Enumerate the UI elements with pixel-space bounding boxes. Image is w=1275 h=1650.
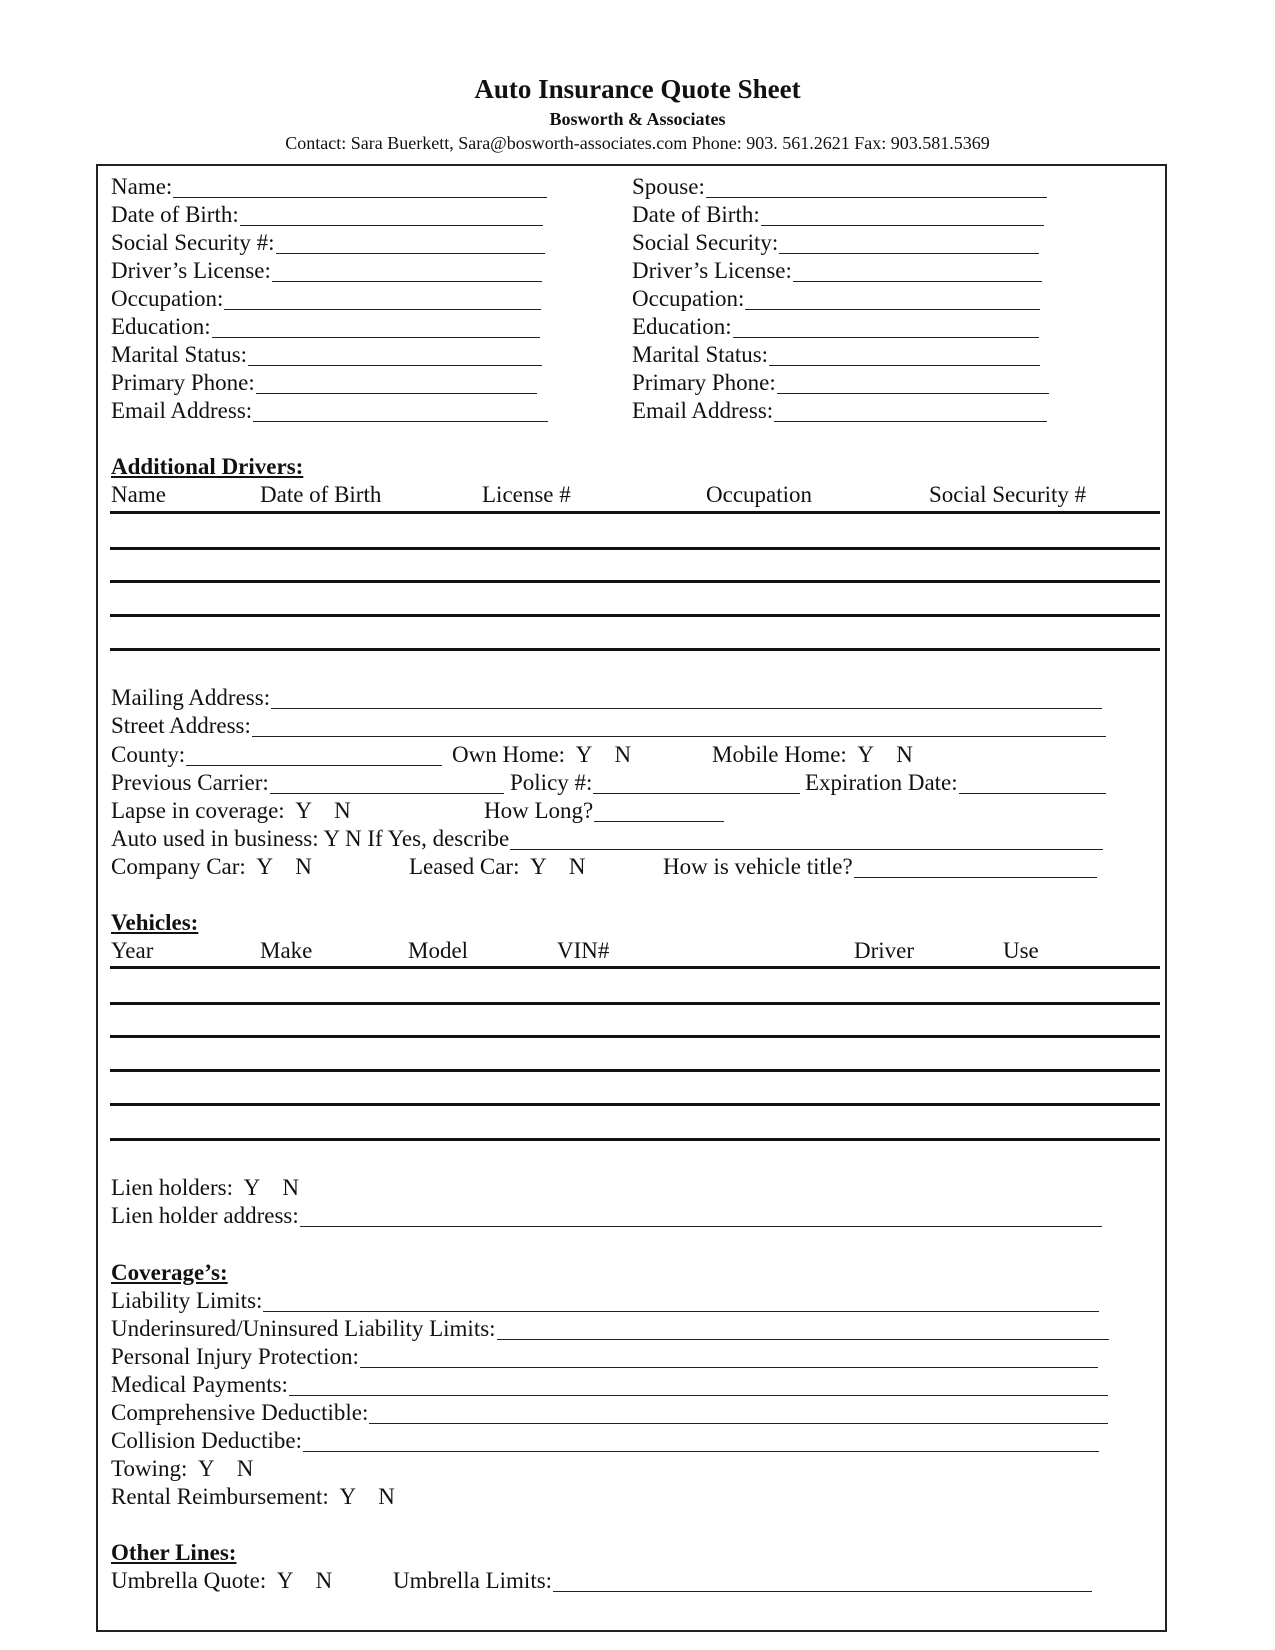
- spouse-phone-field[interactable]: [632, 371, 1049, 394]
- leased-car-option[interactable]: Leased Car: Y N: [409, 854, 586, 879]
- vehicle-title-field[interactable]: [663, 855, 1097, 878]
- drivers-header-rule: [110, 511, 1160, 514]
- field-label: Spouse:: [632, 174, 705, 199]
- blank-line[interactable]: [224, 291, 541, 310]
- vehicles-blank-row[interactable]: [110, 1002, 1160, 1005]
- spouse-name-field[interactable]: [632, 175, 1047, 198]
- blank-line[interactable]: [300, 1208, 1102, 1227]
- drivers-blank-row[interactable]: [110, 580, 1160, 583]
- field-label: How is vehicle title?: [663, 854, 853, 879]
- rental-reimbursement-option[interactable]: Rental Reimbursement: Y N: [111, 1484, 395, 1509]
- field-label: Social Security:: [632, 230, 779, 255]
- blank-line[interactable]: [263, 1293, 1099, 1312]
- field-label: Medical Payments:: [111, 1372, 288, 1397]
- spouse-education-field[interactable]: [632, 315, 1039, 338]
- expiration-date-field[interactable]: [805, 771, 1106, 794]
- field-label: Umbrella Limits:: [393, 1568, 553, 1593]
- blank-line[interactable]: [706, 179, 1047, 198]
- umbrella-limits-field[interactable]: [393, 1569, 1092, 1592]
- applicant-dob-field[interactable]: [111, 203, 543, 226]
- pip-field[interactable]: [111, 1345, 1098, 1368]
- lien-holder-address-field[interactable]: [111, 1204, 1102, 1227]
- coverages-heading: Coverage’s:: [111, 1260, 228, 1285]
- field-label: Primary Phone:: [111, 370, 255, 395]
- vehicles-col-vin: VIN#: [557, 938, 610, 963]
- field-label: Driver’s License:: [111, 258, 271, 283]
- drivers-col-ssn: Social Security #: [929, 482, 1087, 507]
- uninsured-limits-field[interactable]: [111, 1317, 1109, 1340]
- liability-limits-field[interactable]: [111, 1289, 1099, 1312]
- vehicles-header-rule: [110, 966, 1160, 969]
- blank-line[interactable]: [240, 207, 543, 226]
- blank-line[interactable]: [276, 235, 545, 254]
- vehicles-blank-row[interactable]: [110, 1035, 1160, 1038]
- other-lines-heading: Other Lines:: [111, 1540, 237, 1565]
- drivers-blank-row[interactable]: [110, 648, 1160, 651]
- field-label: Personal Injury Protection:: [111, 1344, 359, 1369]
- blank-line[interactable]: [793, 263, 1042, 282]
- field-label: Marital Status:: [111, 342, 248, 367]
- mobile-home-option[interactable]: Mobile Home: Y N: [712, 742, 913, 767]
- field-label: Expiration Date:: [805, 770, 958, 795]
- blank-line[interactable]: [761, 207, 1044, 226]
- applicant-education-field[interactable]: [111, 315, 540, 338]
- county-field[interactable]: [111, 743, 442, 766]
- applicant-marital-field[interactable]: [111, 343, 542, 366]
- blank-line[interactable]: [256, 375, 537, 394]
- vehicles-col-make: Make: [260, 938, 313, 963]
- spouse-email-field[interactable]: [632, 399, 1047, 422]
- blank-line[interactable]: [854, 859, 1097, 878]
- field-label: Education:: [111, 314, 211, 339]
- blank-line[interactable]: [212, 319, 540, 338]
- field-label: Street Address:: [111, 713, 251, 738]
- blank-line[interactable]: [594, 803, 724, 822]
- spouse-dob-field[interactable]: [632, 203, 1044, 226]
- policy-number-field[interactable]: [510, 771, 800, 794]
- field-label: Driver’s License:: [632, 258, 792, 283]
- vehicles-heading: Vehicles:: [111, 910, 199, 935]
- vehicles-col-driver: Driver: [854, 938, 915, 963]
- spouse-license-field[interactable]: [632, 259, 1042, 282]
- field-label: Date of Birth:: [111, 202, 239, 227]
- blank-line[interactable]: [289, 1377, 1108, 1396]
- field-label: Auto used in business: Y N If Yes, describe: [111, 826, 510, 851]
- applicant-license-field[interactable]: [111, 259, 542, 282]
- business-use-field[interactable]: [111, 827, 1103, 850]
- blank-line[interactable]: [553, 1573, 1092, 1592]
- drivers-col-license: License #: [482, 482, 571, 507]
- company-car-option[interactable]: Company Car: Y N: [111, 854, 312, 879]
- vehicles-col-year: Year: [111, 938, 154, 963]
- spouse-marital-field[interactable]: [632, 343, 1040, 366]
- field-label: Underinsured/Uninsured Liability Limits:: [111, 1316, 496, 1341]
- field-label: Name:: [111, 174, 173, 199]
- blank-line[interactable]: [303, 1433, 1099, 1452]
- towing-option[interactable]: Towing: Y N: [111, 1456, 254, 1481]
- blank-line[interactable]: [272, 263, 542, 282]
- field-label: Social Security #:: [111, 230, 275, 255]
- applicant-occupation-field[interactable]: [111, 287, 541, 310]
- field-label: Occupation:: [111, 286, 224, 311]
- blank-line[interactable]: [248, 347, 542, 366]
- vehicles-col-use: Use: [1003, 938, 1039, 963]
- own-home-option[interactable]: Own Home: Y N: [452, 742, 632, 767]
- field-label: Email Address:: [111, 398, 253, 423]
- blank-line[interactable]: [360, 1349, 1098, 1368]
- vehicles-col-model: Model: [408, 938, 469, 963]
- blank-line[interactable]: [510, 831, 1103, 850]
- blank-line[interactable]: [777, 375, 1049, 394]
- field-label: Collision Deductibe:: [111, 1428, 303, 1453]
- medical-payments-field[interactable]: [111, 1373, 1108, 1396]
- field-label: Email Address:: [632, 398, 774, 423]
- field-label: Policy #:: [510, 770, 593, 795]
- vehicles-blank-row[interactable]: [110, 1103, 1160, 1106]
- applicant-ssn-field[interactable]: [111, 231, 545, 254]
- blank-line[interactable]: [593, 775, 800, 794]
- drivers-col-name: Name: [111, 482, 166, 507]
- additional-drivers-heading: Additional Drivers:: [111, 454, 304, 479]
- drivers-col-occupation: Occupation: [706, 482, 813, 507]
- how-long-field[interactable]: [484, 799, 724, 822]
- contact-line: Contact: Sara Buerkett, Sara@bosworth-associates.com Phone: 903. 561.2621 Fax: 903.581.5369: [285, 133, 990, 153]
- vehicles-blank-row[interactable]: [110, 1069, 1160, 1072]
- spouse-ssn-field[interactable]: [632, 231, 1039, 254]
- umbrella-quote-option[interactable]: Umbrella Quote: Y N: [111, 1568, 333, 1593]
- applicant-phone-field[interactable]: [111, 371, 537, 394]
- lapse-coverage-option[interactable]: Lapse in coverage: Y N: [111, 798, 351, 823]
- field-label: Education:: [632, 314, 732, 339]
- field-label: Previous Carrier:: [111, 770, 269, 795]
- drivers-blank-row[interactable]: [110, 547, 1160, 550]
- blank-line[interactable]: [769, 347, 1040, 366]
- blank-line[interactable]: [497, 1321, 1109, 1340]
- drivers-blank-row[interactable]: [110, 614, 1160, 617]
- field-label: Mailing Address:: [111, 685, 271, 710]
- previous-carrier-field[interactable]: [111, 771, 504, 794]
- blank-line[interactable]: [779, 235, 1039, 254]
- field-label: Lien holder address:: [111, 1203, 299, 1228]
- blank-line[interactable]: [745, 291, 1040, 310]
- spouse-occupation-field[interactable]: [632, 287, 1040, 310]
- field-label: County:: [111, 742, 186, 767]
- drivers-col-dob: Date of Birth: [260, 482, 382, 507]
- field-label: Marital Status:: [632, 342, 769, 367]
- blank-line[interactable]: [252, 718, 1106, 737]
- form-title: Auto Insurance Quote Sheet: [474, 74, 801, 104]
- blank-line[interactable]: [270, 775, 504, 794]
- comprehensive-deductible-field[interactable]: [111, 1401, 1108, 1424]
- applicant-name-field[interactable]: [111, 175, 547, 198]
- applicant-email-field[interactable]: [111, 399, 548, 422]
- blank-line[interactable]: [774, 403, 1047, 422]
- blank-line[interactable]: [253, 403, 548, 422]
- blank-line[interactable]: [733, 319, 1039, 338]
- blank-line[interactable]: [369, 1405, 1108, 1424]
- field-label: Primary Phone:: [632, 370, 776, 395]
- lien-holders-option[interactable]: Lien holders: Y N: [111, 1175, 300, 1200]
- company-name: Bosworth & Associates: [549, 109, 726, 129]
- field-label: Liability Limits:: [111, 1288, 263, 1313]
- blank-line[interactable]: [186, 747, 442, 766]
- mailing-address-field[interactable]: [111, 686, 1102, 709]
- street-address-field[interactable]: [111, 714, 1106, 737]
- field-label: Date of Birth:: [632, 202, 760, 227]
- blank-line[interactable]: [959, 775, 1106, 794]
- field-label: How Long?: [484, 798, 594, 823]
- field-label: Occupation:: [632, 286, 745, 311]
- field-label: Comprehensive Deductible:: [111, 1400, 369, 1425]
- blank-line[interactable]: [173, 179, 547, 198]
- blank-line[interactable]: [271, 690, 1102, 709]
- vehicles-blank-row[interactable]: [110, 1138, 1160, 1141]
- collision-deductible-field[interactable]: [111, 1429, 1099, 1452]
